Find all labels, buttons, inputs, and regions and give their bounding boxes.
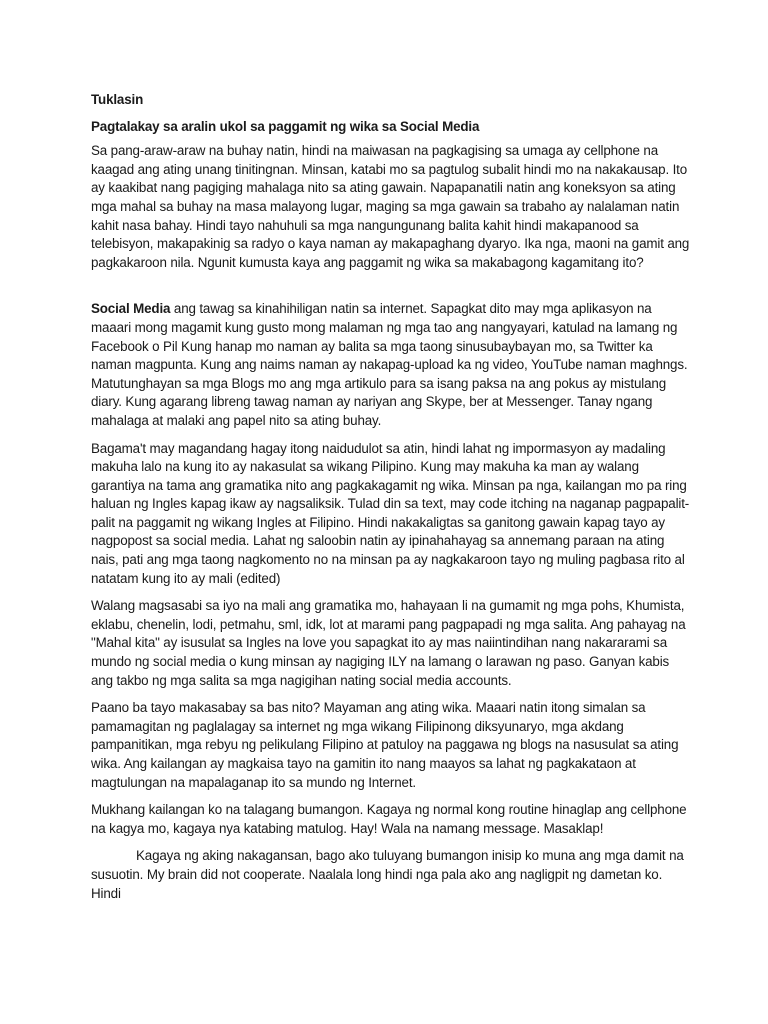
paragraph-information: Bagama't may magandang hagay itong naidudulot sa atin, hindi lahat ng impormasyon ay madaling makuha lalo na kung ito ay nakasulat sa wikang Pilipino. Kung may makuha ka man ay walang garantiya na tama ang gramatika nito ang pagkakagamit ng wika. Minsan pa nga, kailangan mo pa ring haluan ng Ingles kapag ikaw ay nagsaliksik. Tulad din sa text, may code itching na naganap pagpapalit-palit na paggamit ng wikang Ingles at Filipino. Hindi nakakaligtas sa ganitong gawain kapag tayo ay nagpopost sa social media. Lahat ng saloobin natin ay ipinahahayag sa annemang paraan na ating nais, pati ang mga taong nagkomento no na minsan pa ay nagkakaroon tayo ng muling pagbasa rito al natatam kung ito ay mali (edited)	[91, 440, 690, 586]
lesson-title: Pagtalakay sa aralin ukol sa paggamit ng wika sa Social Media	[91, 118, 480, 134]
social-media-term: Social Media	[91, 301, 171, 317]
paragraph-language: Paano ba tayo makasabay sa bas nito? Mayaman ang ating wika. Maaari natin itong simalan sa pamamagitan ng paglalagay sa internet ng mga wikang Filipinong diksyunaryo, mga akdang pampanitikan, mga rebyu ng pelikulang Filipino at patuloy na paggawa ng blogs na nasusulat sa ating wika. Ang kailangan ay magkaisa tayo na gamitin ito nang maayos sa lahat ng pagkakataon at magtulungan na mapalaganap ito sa mundo ng Internet.	[91, 700, 679, 790]
document-page	[91, 91, 691, 912]
paragraph-routine: Mukhang kailangan ko na talagang bumangon. Kagaya ng normal kong routine hinaglap ang cellphone na kagya mo, kagaya nya katabing matulog. Hay! Wala na namang message. Masaklap!	[91, 802, 687, 836]
paragraph-intro: Sa pang-araw-araw na buhay natin, hindi na maiwasan na pagkagising sa umaga ay cellphone na kaagad ang ating unang tinitingnan. Minsan, katabi mo sa pagtulog subalit hindi mo na nakakausap. Ito ay kaakibat nang pagiging mahalaga nito sa ating gawain. Napapanatili natin ang koneksyon sa ating mga mahal sa buhay na masa malayong lugar, maging sa mga gawain sa trabaho ay nalalaman natin kahit nasa bahay. Hindi tayo nahuhuli sa mga nangungunang balita kahit hindi makapanood sa telebisyon, makapakinig sa radyo o kaya naman ay makapaghang dyaryo. Ika nga, maoni na gamit ang pagkakaroon nila. Ngunit kumusta kaya ang paggamit ng wika sa makabagong kagamitang ito?	[91, 143, 690, 270]
paragraph-grammar: Walang magsasabi sa iyo na mali ang gramatika mo, hahayaan li na gumamit ng mga pohs, Khumista, eklabu, chenelin, lodi, petmahu, sml, idk, lot at marami pang pagpapadi ng mga salita. Ang pahayag na "Mahal kita" ay isusulat sa Ingles na love you sapagkat ito ay mas naiintindihan nang nakararami sa mundo ng social media o kung minsan ay nagiging ILY na lamang o larawan ng paso. Ganyan kabis ang takbo ng mga salita sa mga nagigihan nating social media accounts.	[91, 598, 686, 688]
paragraph-social-media	[91, 300, 691, 430]
paragraph-story: Kagaya ng aking nakagansan, bago ako tuluyang bumangon inisip ko muna ang mga damit na susuotin. My brain did not cooperate. Naalala long hindi nga pala ako ang nagligpit ng dametan ko. Hindi	[91, 848, 684, 901]
section-heading: Tuklasin	[91, 92, 144, 107]
social-media-text: ang tawag sa kinahihiligan natin sa internet. Sapagkat dito may mga aplikasyon na maaari mong magamit kung gusto mong malaman ng mga tao ang nangyayari, katulad na lamang ng Facebook o Pil Kung hanap mo naman ay balita sa mga taong sinusubaybayan mo, sa Twitter ka naman magpunta. Kung ang naims naman ay nakapag-upload ka ng video, YouTube naman maghngs. Matutunghayan sa mga Blogs mo ang mga artikulo para sa isang paksa na ang pokus ay mistulang diary. Kung agarang libreng tawag naman ay nariyan ang Skype, ber at Messenger. Tanay ngang mahalaga at malaki ang papel nito sa ating buhay.	[91, 301, 688, 428]
